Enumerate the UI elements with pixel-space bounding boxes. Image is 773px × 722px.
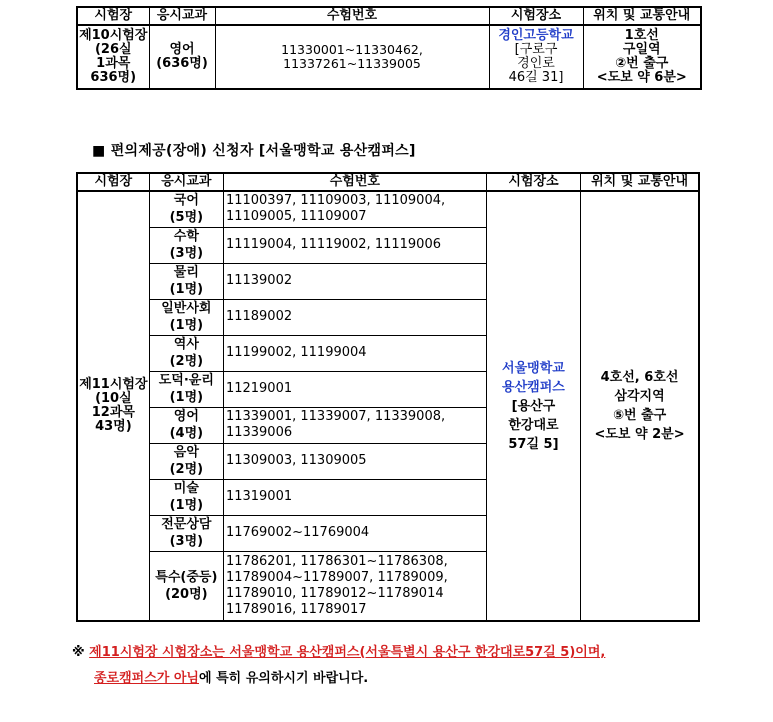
numbers-line: 11139002 [225,273,293,288]
venue-cell [489,25,583,89]
venue-name: 경인고등학교 [498,28,574,43]
venue-addr-2: 경인로 [517,56,555,71]
table-row [77,25,701,89]
subject-cell [149,407,223,443]
subject-name: 일반사회 [161,301,212,316]
transport-line: 삼각지역 [614,389,665,404]
site-rooms: (26실 [94,42,132,57]
site-name: 제10시험장 [79,28,148,43]
subject-count: (1명) [169,390,204,405]
numbers-cell [223,227,486,263]
subject-name: 음악 [173,445,199,460]
header-numbers: 수험번호 [223,173,486,191]
subject-cell [149,479,223,515]
header-transport: 위치 및 교통안내 [581,173,699,191]
subject-cell [149,263,223,299]
site-line: 43명) [95,419,132,434]
subject-cell [149,371,223,407]
subject-count: (2명) [169,462,204,477]
notice-line-2 [72,666,605,692]
header-venue: 시험장소 [486,173,580,191]
notice-text-3: 에 특히 유의하시기 바랍니다. [199,671,369,686]
header-subject: 응시교과 [149,173,223,191]
exam-site-10-table [76,6,702,90]
subject-cell [149,299,223,335]
numbers-line: 11309003, 11309005 [225,453,367,468]
transport-walk: <도보 약 6분> [596,70,687,85]
numbers-line: 11109005, 11109007 [225,209,367,225]
header-subject: 응시교과 [149,7,215,25]
numbers-cell: 11330001~11330462, 11337261~11339005 [215,25,489,89]
exam-site-11-table [76,172,700,622]
numbers-line: 11219001 [225,381,293,396]
site-cell [77,191,149,621]
section-title: ■ 편의제공(장애) 신청자 [서울맹학교 용산캠퍼스] [92,143,416,159]
header-transport: 위치 및 교통안내 [583,7,701,25]
subject-count: (636명) [156,56,208,71]
transport-line: 1호선 [624,28,659,43]
numbers-cell [223,443,486,479]
subject-count: (1명) [169,498,204,513]
transport-line: <도보 약 2분> [594,427,685,442]
numbers-line: 11189002 [225,309,293,324]
site-line: 제11시험장 [79,377,148,392]
numbers-line: 11789004~11789007, 11789009, [225,569,448,585]
subject-name: 물리 [173,265,199,280]
subject-cell [149,191,223,227]
subject-cell [149,443,223,479]
transport-line: 4호선, 6호선 [600,370,679,385]
subject-name: 영어 [169,42,195,57]
subject-count: (3명) [169,534,204,549]
table2-body [77,191,699,621]
venue-addr: [용산구 [511,398,556,414]
subject-name: 국어 [173,193,199,209]
venue-addr-3: 46길 31] [508,70,564,85]
table1-header-row [77,7,701,25]
subject-name: 수학 [173,229,199,244]
venue-cell [486,191,580,621]
subject-cell [149,515,223,551]
venue-addr-1: [구로구 [514,42,558,57]
numbers-cell [223,371,486,407]
numbers-cell [223,191,486,227]
numbers-line: 11100397, 11109003, 11109004, [225,193,446,209]
numbers-cell [223,407,486,443]
subject-count: (2명) [169,354,204,369]
venue-name: 용산캠퍼스 [502,379,565,395]
subject-name: 도덕·윤리 [158,373,214,388]
transport-cell [581,191,699,621]
numbers-line: 11319001 [225,489,293,504]
numbers-cell [223,299,486,335]
site-cell [77,25,149,89]
notice-mark: ※ [72,645,85,660]
subject-cell [149,227,223,263]
numbers-cell [223,335,486,371]
venue-addr: 한강대로 [508,417,559,433]
subject-cell [149,25,215,89]
numbers-line: 11199002, 11199004 [225,345,367,360]
subject-count: (3명) [169,246,204,261]
subject-cell [149,551,223,621]
numbers-line: 11769002~11769004 [225,525,370,540]
numbers-cell [223,263,486,299]
numbers-cell [223,515,486,551]
subject-count: (5명) [169,210,204,226]
numbers-cell [223,551,486,621]
site-line: 12과목 [91,405,135,420]
site-count: 636명) [90,70,137,85]
subject-count: (20명) [165,586,208,602]
numbers-line: 11339001, 11339007, 11339008, [225,409,446,424]
numbers-line: 11789010, 11789012~11789014 [225,585,444,601]
notice-text-1: 제11시험장 시험장소는 서울맹학교 용산캠퍼스(서울특별시 용산구 한강대로57길 5)이며, [89,645,606,660]
subject-cell [149,335,223,371]
subject-name: 전문상담 [161,517,212,532]
subject-name: 영어 [173,409,199,424]
subject-name: 특수(중등) [155,569,218,585]
notice-text-2: 종로캠퍼스가 아님 [94,671,199,686]
subject-name: 역사 [173,337,199,352]
subject-count: (4명) [169,426,204,441]
numbers-line: 11789016, 11789017 [225,601,367,617]
transport-exit: ②번 출구 [615,56,669,71]
transport-line: ⑤번 출구 [612,408,667,423]
transport-cell [583,25,701,89]
table2-header-row [77,173,699,191]
venue-addr: 57길 5] [508,436,559,452]
header-site: 시험장 [77,173,149,191]
transport-station: 구일역 [622,42,661,57]
site-subjects: 1과목 [96,56,131,71]
header-numbers: 수험번호 [215,7,489,25]
subject-count: (1명) [169,318,204,333]
numbers-line: 11786201, 11786301~11786308, [225,553,448,569]
site-line: (10실 [95,391,132,406]
header-site: 시험장 [77,7,149,25]
subject-count: (1명) [169,282,204,297]
notice-line-1 [72,640,605,666]
header-venue: 시험장소 [489,7,583,25]
numbers-line: 11119004, 11119002, 11119006 [225,237,441,252]
numbers-line: 11339006 [225,425,293,440]
subject-name: 미술 [173,481,199,496]
venue-name: 서울맹학교 [502,360,565,376]
notice [72,640,605,692]
table-row [77,191,699,227]
numbers-cell [223,479,486,515]
